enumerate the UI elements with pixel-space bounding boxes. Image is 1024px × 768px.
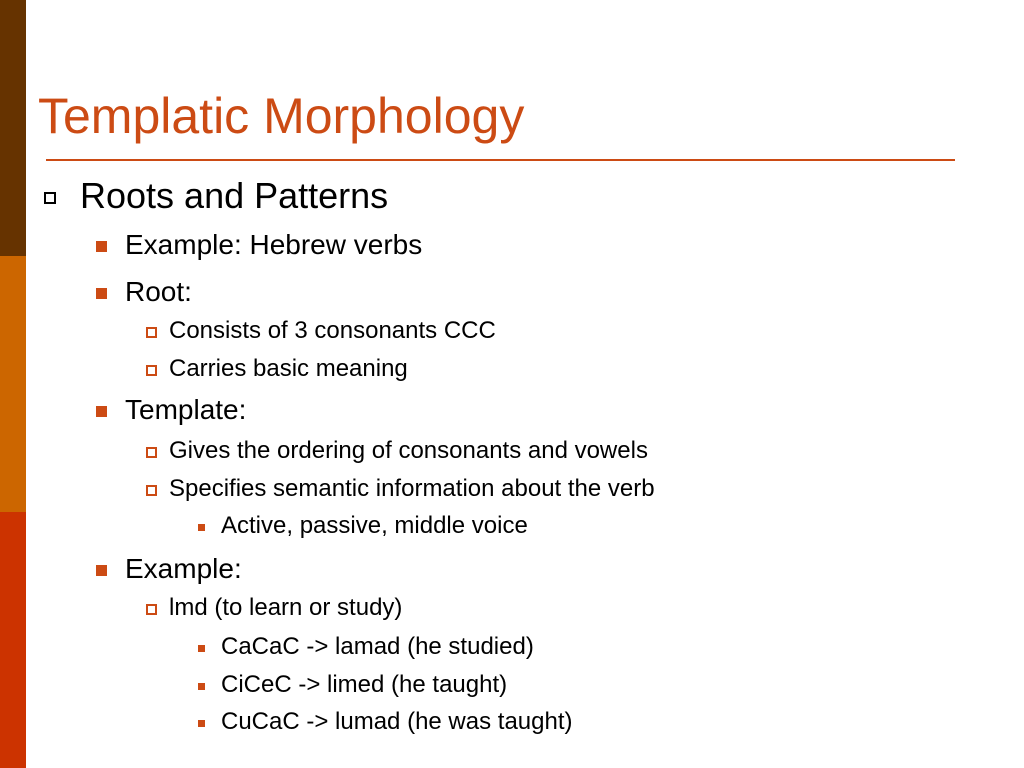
bullet-level-4 bbox=[198, 631, 534, 663]
bullet-text: Gives the ordering of consonants and vowels bbox=[169, 437, 648, 464]
bullet-level-2 bbox=[96, 392, 246, 428]
bullet-level-4 bbox=[198, 706, 573, 738]
hollow-square-bullet-icon bbox=[146, 327, 157, 338]
bullet-level-2 bbox=[96, 274, 192, 310]
hollow-square-bullet-icon bbox=[146, 485, 157, 496]
filled-square-bullet-icon bbox=[96, 288, 107, 299]
bullet-level-3 bbox=[146, 473, 655, 505]
filled-square-bullet-icon bbox=[198, 524, 205, 531]
decorative-bar-middle bbox=[0, 256, 26, 512]
bullet-text: Example: bbox=[125, 553, 242, 584]
filled-square-bullet-icon bbox=[96, 565, 107, 576]
bullet-text: Carries basic meaning bbox=[169, 355, 408, 382]
bullet-text: Specifies semantic information about the verb bbox=[169, 475, 655, 502]
bullet-text: CiCeC -> limed (he taught) bbox=[221, 671, 508, 698]
bullet-level-2 bbox=[96, 551, 242, 587]
bullet-level-3 bbox=[146, 315, 496, 347]
bullet-text: lmd (to learn or study) bbox=[169, 594, 403, 621]
filled-square-bullet-icon bbox=[198, 720, 205, 727]
bullet-text: Roots and Patterns bbox=[80, 175, 389, 216]
bullet-text: Active, passive, middle voice bbox=[221, 512, 528, 539]
bullet-text: Template: bbox=[125, 394, 247, 425]
filled-square-bullet-icon bbox=[96, 406, 107, 417]
slide-title: Templatic Morphology bbox=[38, 88, 525, 144]
filled-square-bullet-icon bbox=[96, 241, 107, 252]
bullet-text: Root: bbox=[125, 276, 192, 307]
bullet-level-2 bbox=[96, 227, 422, 263]
bullet-text: CaCaC -> lamad (he studied) bbox=[221, 633, 534, 660]
bullet-level-4 bbox=[198, 510, 528, 542]
decorative-bar-top bbox=[0, 0, 26, 256]
bullet-text: Consists of 3 consonants CCC bbox=[169, 317, 496, 344]
hollow-square-bullet-icon bbox=[146, 365, 157, 376]
bullet-level-3 bbox=[146, 353, 408, 385]
bullet-level-4 bbox=[198, 669, 507, 701]
filled-square-bullet-icon bbox=[198, 645, 205, 652]
hollow-square-bullet-icon bbox=[146, 447, 157, 458]
bullet-text: CuCaC -> lumad (he was taught) bbox=[221, 708, 573, 735]
bullet-level-3 bbox=[146, 435, 648, 467]
hollow-square-bullet-icon bbox=[146, 604, 157, 615]
bullet-level-3 bbox=[146, 592, 402, 624]
hollow-square-bullet-icon bbox=[44, 192, 56, 204]
decorative-bar-bottom bbox=[0, 512, 26, 768]
title-underline bbox=[46, 159, 955, 161]
filled-square-bullet-icon bbox=[198, 683, 205, 690]
bullet-level-1 bbox=[44, 174, 388, 218]
bullet-text: Example: Hebrew verbs bbox=[125, 229, 423, 260]
